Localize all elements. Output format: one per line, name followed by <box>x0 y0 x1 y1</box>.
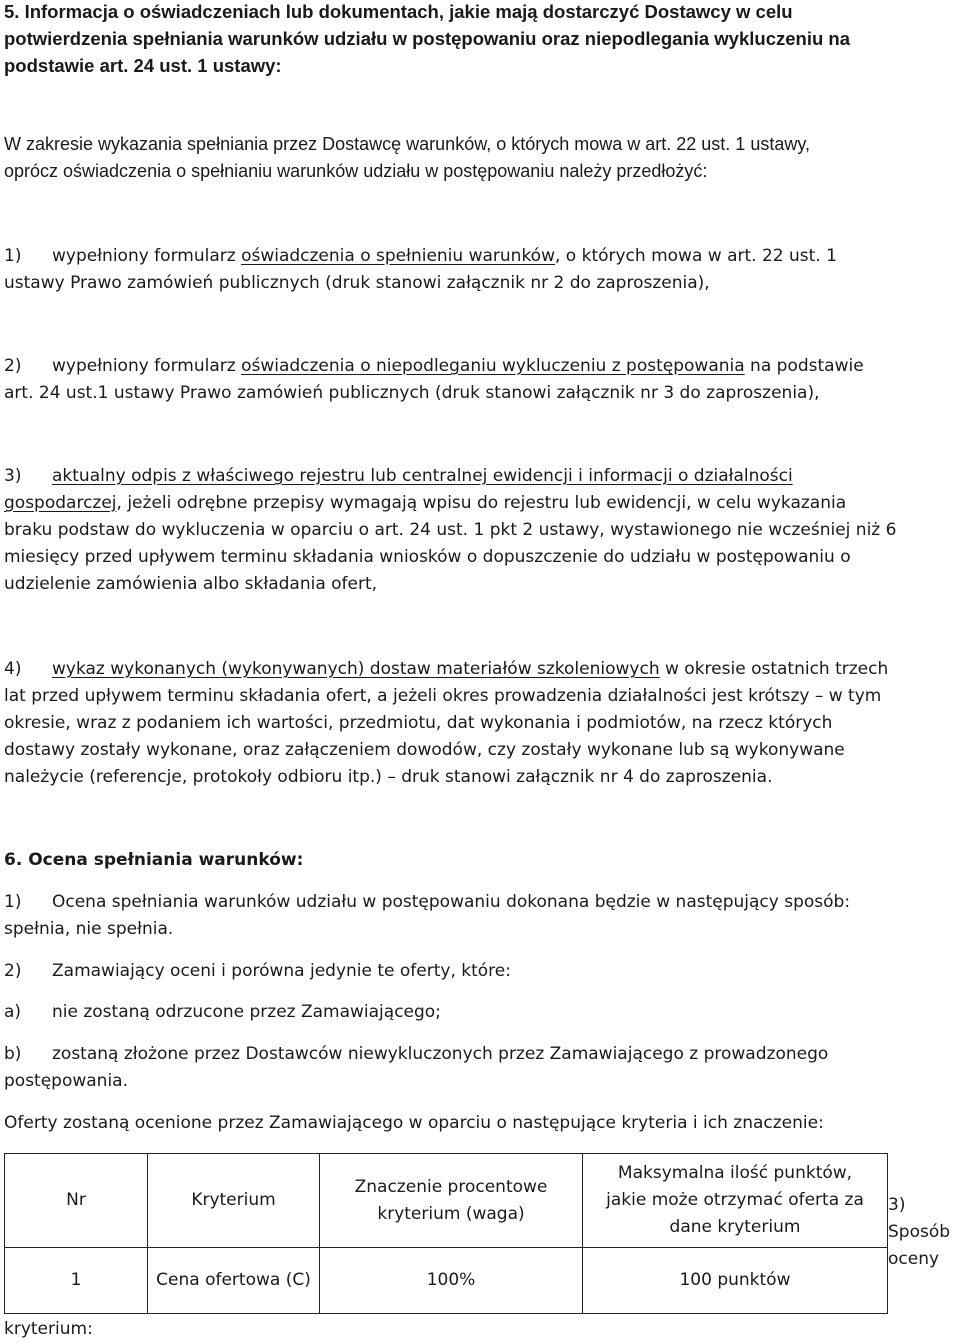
item-text: Zamawiający oceni i porówna jedynie te oferty, które: <box>52 961 511 981</box>
paragraph-b <box>4 1041 948 1095</box>
item-text: dostawy zostały wykonane, oraz załączeniem dowodów, czy zostały wykonane lub są wykonywane <box>4 740 845 760</box>
trailing-text: kryterium: <box>4 1319 93 1339</box>
intro-line: W zakresie wykazania spełniania przez Dostawcę warunków, o których mowa w art. 22 ust. 1 ustawy, <box>4 134 811 154</box>
item-text: okresie, wraz z podaniem ich wartości, przedmiotu, dat wykonania i podmiotów, na rzecz których <box>4 713 833 733</box>
list-item-1 <box>4 243 948 297</box>
item-text: udzielenie zamówienia albo składania ofert, <box>4 574 378 594</box>
item-number: 4) <box>4 659 22 679</box>
table-header-row <box>5 1154 888 1248</box>
deliveries-link[interactable]: wykaz wykonanych (wykonywanych) dostaw materiałów szkoleniowych <box>52 659 660 679</box>
item-number: 2) <box>4 961 22 981</box>
item-number: a) <box>4 1002 22 1022</box>
item-text: należycie (referencje, protokoły odbioru itp.) – druk stanowi załącznik nr 4 do zaproszenia. <box>4 767 773 787</box>
item-text: ustawy Prawo zamówień publicznych (druk stanowi załącznik nr 2 do zaproszenia), <box>4 273 710 293</box>
list-item-3 <box>4 463 948 598</box>
paragraph-2 <box>4 958 948 985</box>
list-item-2 <box>4 353 948 407</box>
cell-points: 100 punktów <box>583 1248 888 1314</box>
criteria-table <box>4 1153 888 1314</box>
item-number: b) <box>4 1044 22 1064</box>
statement-link[interactable]: oświadczenia o spełnieniu warunków <box>241 246 555 266</box>
side-text: 3) Sposób oceny <box>888 1195 951 1269</box>
item-number: 1) <box>4 892 22 912</box>
statement-link[interactable]: oświadczenia o niepodleganiu wykluczeniu z postępowania <box>241 356 745 376</box>
header-cell-weight: Znaczenie procentowe kryterium (waga) <box>320 1154 583 1248</box>
item-text: spełnia, nie spełnia. <box>4 919 174 939</box>
item-text: lat przed upływem terminu składania ofert, a jeżeli okres prowadzenia działalności jest krótszy – w tym <box>4 686 882 706</box>
item-text: zostaną złożone przez Dostawców niewykluczonych przez Zamawiającego z prowadzonego <box>52 1044 829 1064</box>
item-text: postępowania. <box>4 1071 129 1091</box>
table-row <box>5 1248 888 1314</box>
paragraph-a <box>4 999 948 1026</box>
heading-line: 5. Informacja o oświadczeniach lub dokumentach, jakie mają dostarczyć Dostawcy w celu <box>4 1 793 22</box>
registry-link[interactable]: gospodarczej <box>4 493 117 513</box>
item-text: , jeżeli odrębne przepisy wymagają wpisu do rejestru lub ewidencji, w celu wykazania <box>116 493 847 513</box>
list-item-4 <box>4 656 948 791</box>
item-text: wypełniony formularz <box>52 356 242 376</box>
section-5-heading <box>4 0 948 79</box>
item-text: na podstawie <box>744 356 864 376</box>
section-6-heading: 6. Ocena spełniania warunków: <box>4 850 304 870</box>
cell-criterion: Cena ofertowa (C) <box>148 1248 320 1314</box>
item-text: art. 24 ust.1 ustawy Prawo zamówień publicznych (druk stanowi załącznik nr 3 do zaproszenia), <box>4 383 820 403</box>
cell-nr: 1 <box>5 1248 148 1314</box>
item-text: nie zostaną odrzucone przez Zamawiającego; <box>52 1002 441 1022</box>
heading-line: podstawie art. 24 ust. 1 ustawy: <box>4 55 282 76</box>
cell-weight: 100% <box>320 1248 583 1314</box>
header-cell-nr: Nr <box>5 1154 148 1248</box>
intro-line: oprócz oświadczenia o spełnianiu warunków udziału w postępowaniu należy przedłożyć: <box>4 161 708 181</box>
item-number: 2) <box>4 356 22 376</box>
header-cell-criterion: Kryterium <box>148 1154 320 1248</box>
registry-link[interactable]: aktualny odpis z właściwego rejestru lub centralnej ewidencji i informacji o działalności <box>52 466 793 486</box>
item-number: 1) <box>4 246 22 266</box>
item-number: 3) <box>4 466 22 486</box>
paragraph-1 <box>4 889 948 943</box>
item-text: Ocena spełniania warunków udziału w postępowaniu dokonana będzie w następujący sposób: <box>52 892 851 912</box>
item-text: miesięcy przed upływem terminu składania wniosków o dopuszczenie do udziału w postępowaniu o <box>4 547 851 567</box>
item-text: w okresie ostatnich trzech <box>659 659 889 679</box>
item-text: braku podstaw do wykluczenia w oparciu o art. 24 ust. 1 pkt 2 ustawy, wystawionego nie wcześniej niż 6 <box>4 520 897 540</box>
criteria-intro: Oferty zostaną ocenione przez Zamawiającego w oparciu o następujące kryteria i ich znaczenie: <box>4 1113 824 1133</box>
heading-line: potwierdzenia spełniania warunków udziału w postępowaniu oraz niepodlegania wykluczeniu na <box>4 28 850 49</box>
section-5-intro <box>4 131 948 185</box>
item-text: wypełniony formularz <box>52 246 242 266</box>
header-cell-max-points: Maksymalna ilość punktów, jakie może otrzymać oferta za dane kryterium <box>583 1154 888 1248</box>
item-text: , o których mowa w art. 22 ust. 1 <box>554 246 837 266</box>
